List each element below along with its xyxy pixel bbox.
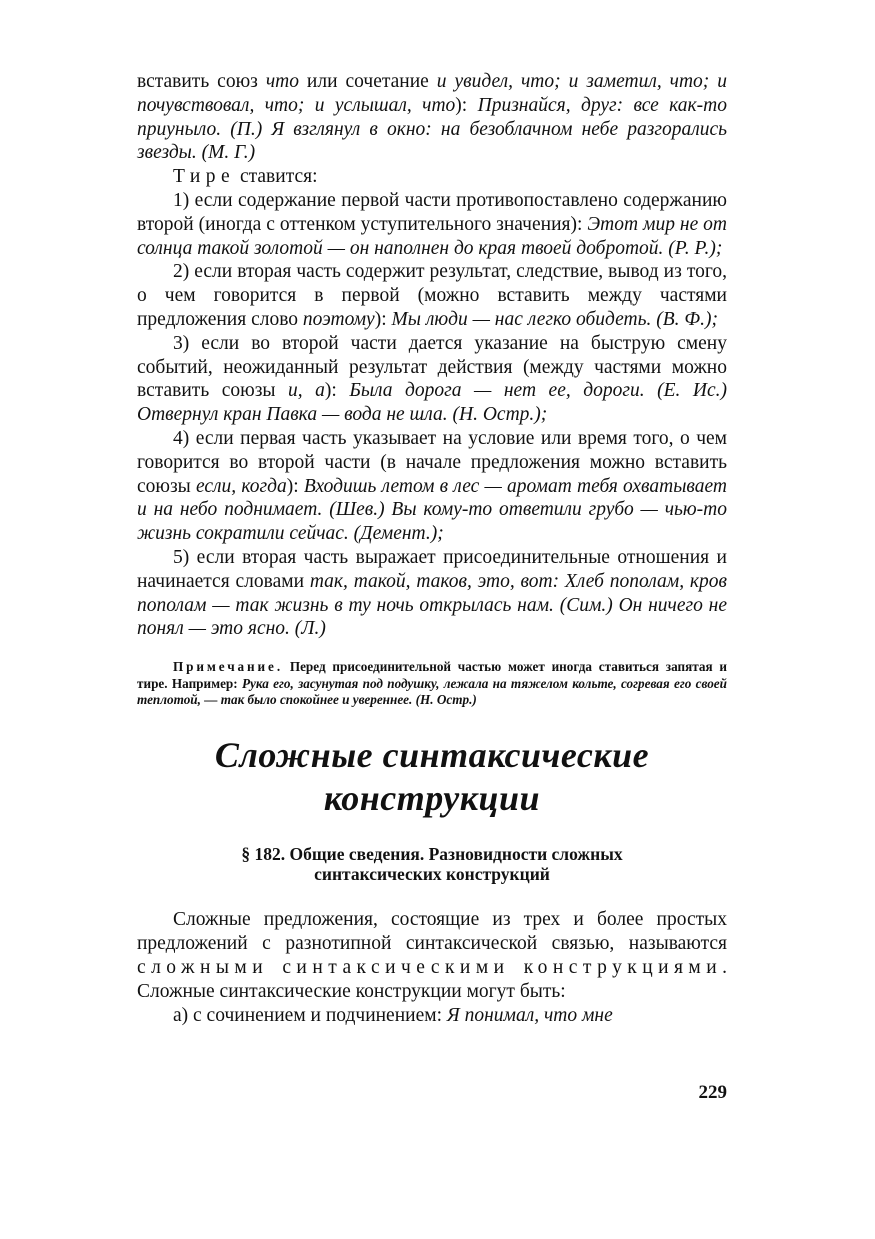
page-number: 229 [698,1082,727,1103]
section-heading-line: синтаксических конструкций [314,864,550,885]
text: ставится: [235,166,318,188]
spaced-term: Тире [173,166,236,188]
example-italic: Была дорога — нет ее, дороги. (Е. Ис.) Отвернул кран Павка — вода не шла. (Н. Остр.); [137,380,727,426]
rule-item-2 [137,260,727,331]
text: Сложные предложения, состоящие из трех и более простых предложений с разнотипной синтаксической связью, называются [137,909,727,955]
chapter-title-line: конструкции [323,778,541,819]
example-italic: Признайся, друг: все как-то приуныло. (П.) Я взглянул в окно: на безоблачном небе разгорались звезды. (М. Г.) [137,94,727,164]
example-italic: если, когда [195,475,287,497]
text: а) с сочинением и подчинением: [173,1004,447,1026]
text: 5) если вторая часть выражает присоединительные отношения и начинается словами [137,546,727,592]
text: 4) если первая часть указывает на условие или время того, о чем говорится во второй части (в начале предложения можно вставить союзы [137,427,727,497]
spacer [137,884,727,908]
text: вставить союз [137,71,266,92]
text: . Сложные синтаксические конструкции могут быть: [137,956,727,1002]
text: ): [374,308,392,330]
chapter-title [137,734,727,820]
text: Перед присоединительной частью может иногда ставиться запятая и тире. Например: [137,659,727,691]
note-label: Примечание. [173,659,284,675]
example-italic: Входишь летом в лес — аромат тебя охватывает и на небо поднимает. (Шев.) Вы кому-то ответили грубо — чью-то жизнь сократили сейчас. (Демент.); [137,475,727,545]
example-italic: что [265,71,299,92]
example-italic: так, такой, таков, это, вот: Хлеб пополам, кров пополам — так жизнь в ту ночь открылась нам. (Сим.) Он ничего не понял — это ясно. (Л.) [137,570,728,640]
example-italic: и увидел, что; и заметил, что; и почувствовал, что; и услышал, что [137,71,728,116]
dash-rule-intro [137,165,727,189]
rule-item-a [137,1004,727,1028]
section-heading-line: § 182. Общие сведения. Разновидности сложных [241,844,623,865]
text: или сочетание [298,71,437,92]
text: 3) если во второй части дается указание на быструю смену событий, неожиданный результат действия (между частями можно вставить союзы [137,332,727,402]
rule-item-3 [137,332,727,427]
text-column [137,70,727,1027]
text: 1) если содержание первой части противопоставлено содержанию второй (иногда с оттенком уступительного значения): [137,189,727,235]
example-italic: поэтому [302,308,375,330]
text: ): [324,380,350,402]
rule-item-4 [137,427,727,546]
example-italic: Я понимал, что мне [446,1004,613,1026]
section-heading [137,844,727,884]
example-italic: Мы люди — нас легко обидеть. (В. Ф.); [391,308,718,330]
text: 2) если вторая часть содержит результат, следствие, вывод из того, о чем говорится в первой (можно вставить между частями предложения слово [137,261,727,330]
chapter-title-line: Сложные синтаксические [214,735,650,776]
rule-item-1 [137,189,727,260]
text: ): [455,94,478,116]
text: ): [286,475,304,497]
paragraph-continuation [137,70,727,165]
example-italic: Рука его, засунутая под подушку, лежала на тяжелом кольте, согревая его своей теплотой, — так было спокойнее и увереннее. (Н. Остр.) [137,675,727,707]
definition-paragraph [137,908,727,1003]
note-paragraph [137,659,727,708]
rule-item-5 [137,546,727,641]
example-italic: Этот мир не от солнца такой золотой — он наполнен до края твоей добротой. (Р. Р.); [137,213,728,259]
example-italic: и, а [288,380,325,402]
spaced-term: сложными синтаксическими конструкциями [137,956,723,978]
